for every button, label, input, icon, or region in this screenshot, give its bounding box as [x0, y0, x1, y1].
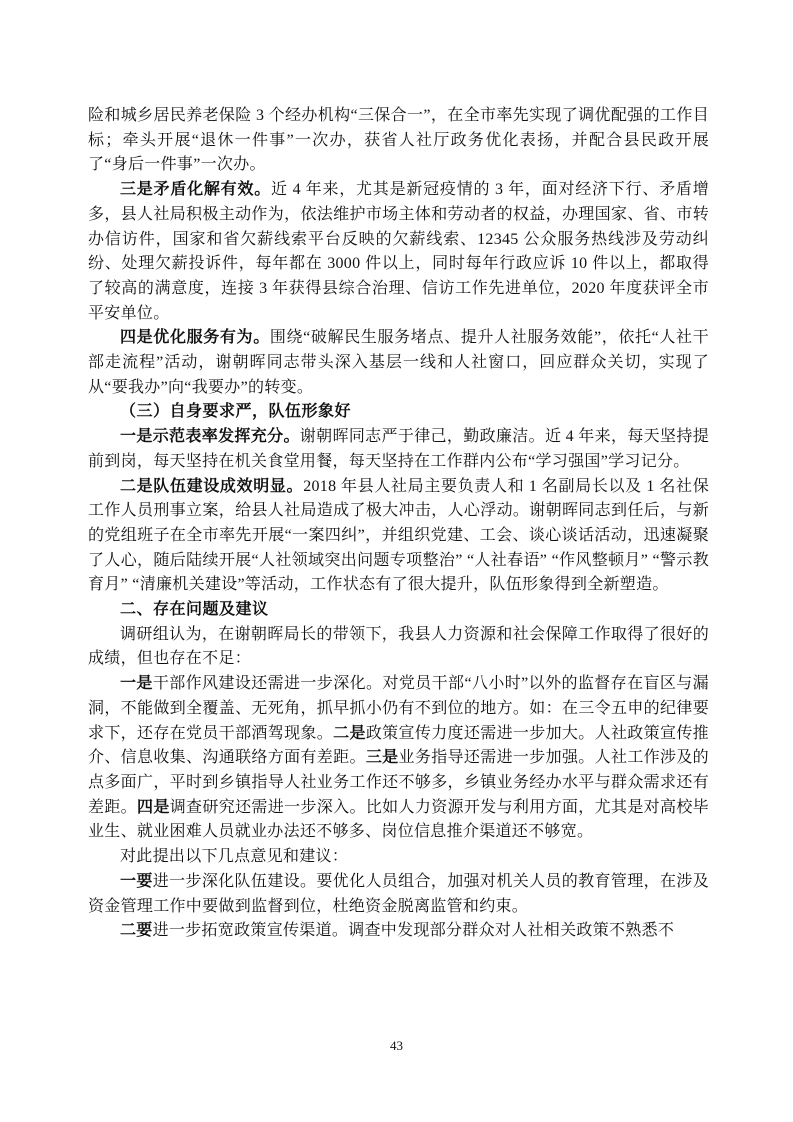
bold-run: 三是矛盾化解有效。: [120, 181, 272, 199]
paragraph: [88, 845, 709, 870]
text-run: 干部作风建设还需进一步深化。对党员干部“八小时”以外的监督存在盲区与漏洞，不能做到全覆盖、无死角，抓早抓小仍有不到位的地方。如：在三令五申的纪律要求下，还存在党员干部酒驾现象。: [88, 675, 709, 742]
section-heading: [88, 400, 709, 425]
paragraph: [88, 425, 709, 474]
text-run: 险和城乡居民养老保险 3 个经办机构“三保合一”，在全市率先实现了调优配强的工作目标；牵头开展“退休一件事”一次办，获省人社厅政务优化表扬，并配合县民政开展了“身后一件事”一次办。: [88, 107, 709, 174]
bold-run: 一是示范表率发挥充分。: [120, 428, 300, 446]
bold-run: 二是队伍建设成效明显。: [120, 477, 304, 495]
text-run: 近 4 年来，尤其是新冠疫情的 3 年，面对经济下行、矛盾增多，县人社局积极主动作为，依法维护市场主体和劳动者的权益，办理国家、省、市转办信访件，国家和省欠薪线索平台反映的欠薪线索、12345 公众服务热线涉及劳动纠纷、处理欠薪投诉件，每年都在 3000 件以上，同时每年行政应诉 10 件以上，都取得了较高的满意度，连接 3 年获得县综合治理、信访工作先进单位，2020 年度获评全市平安单位。: [88, 181, 709, 322]
paragraph: [88, 919, 709, 944]
bold-run: 二是: [333, 724, 366, 742]
text-run: 业务指导还需进一步加强。人社工作涉及的点多面广，平时到乡镇指导人社业务工作还不够多，乡镇业务经办水平与群众需求还有差距。: [88, 749, 709, 816]
paragraph: [88, 672, 709, 845]
paragraph: [88, 475, 709, 599]
bold-run: 二要: [120, 922, 153, 940]
paragraph: [88, 326, 709, 400]
text-run: 政策宣传力度还需进一步加大。人社政策宣传推介、信息收集、沟通联络方面有差距。: [88, 724, 709, 767]
bold-run: （三）自身要求严，队伍形象好: [120, 403, 352, 421]
text-run: 围绕“破解民生服务堵点、提升人社服务效能”，依托“人社干部走流程”活动，谢朝晖同志带头深入基层一线和人社窗口，回应群众关切，实现了从“要我办”向“我要办”的转变。: [88, 329, 709, 396]
text-run: 谢朝晖同志严于律己，勤政廉洁。近 4 年来，每天坚持提前到岗，每天坚持在机关食堂用餐，每天坚持在工作群内公布“学习强国”学习记分。: [88, 428, 709, 470]
text-run: 调研组认为，在谢朝晖局长的带领下，我县人力资源和社会保障工作取得了很好的成绩，但也存在不足：: [88, 625, 709, 668]
paragraph: [88, 178, 709, 326]
section-heading: [88, 598, 709, 623]
text-run: 对此提出以下几点意见和建议：: [120, 848, 349, 866]
bold-run: 一是: [120, 675, 153, 693]
paragraph: [88, 623, 709, 672]
text-run: 调查研究还需进一步深入。比如人力资源开发与利用方面，尤其是对高校毕业生、就业困难人员就业办法还不够多、岗位信息推介渠道还不够宽。: [88, 798, 709, 841]
bold-run: 四是优化服务有为。: [120, 329, 270, 347]
text-run: 进一步深化队伍建设。要优化人员组合，加强对机关人员的教育管理，在涉及资金管理工作中要做到监督到位，杜绝资金脱离监管和约束。: [88, 872, 709, 915]
bold-run: 四是: [137, 798, 170, 816]
text-run: 2018 年县人社局主要负责人和 1 名副局长以及 1 名社保工作人员刑事立案，给县人社局造成了极大冲击，人心浮动。谢朝晖同志到任后，与新的党组班子在全市率先开展“一案四纠”，并组织党建、工会、谈心谈话活动，迅速凝聚了人心，随后陆续开展“人社领域突出问题专项整治” “人社春语” “作风整顿月” “警示教育月” “清廉机关建设”等活动，工作状态有了很大提升，队伍形象得到全新塑造。: [88, 477, 709, 594]
page-number: 43: [390, 1038, 403, 1053]
paragraph: [88, 104, 709, 178]
bold-run: 一要: [120, 872, 153, 890]
document-body: [88, 104, 709, 944]
bold-run: 三是: [365, 749, 399, 767]
paragraph: [88, 870, 709, 919]
bold-run: 二、存在问题及建议: [120, 601, 269, 619]
text-run: 进一步拓宽政策宣传渠道。调查中发现部分群众对人社相关政策不熟悉不: [152, 922, 675, 940]
